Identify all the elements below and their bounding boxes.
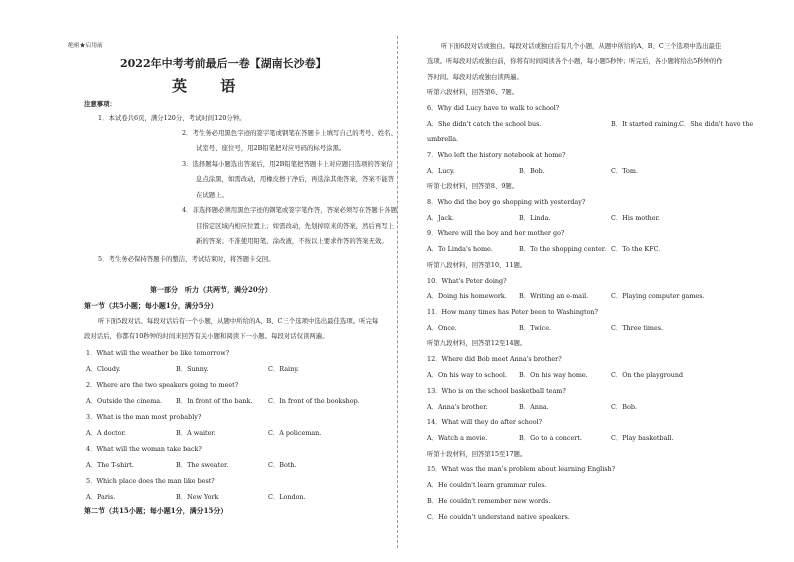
option: C．In front of the bookshop. bbox=[268, 397, 360, 405]
option: C．Three times. bbox=[611, 324, 664, 332]
option: C．A policeman. bbox=[268, 429, 322, 437]
option: A．Doing his homework. bbox=[427, 292, 507, 300]
note-line: 1．本试卷共6页，满分120分，考试时间120分钟。 bbox=[98, 114, 246, 122]
note-line: 在试题上。 bbox=[196, 191, 228, 199]
note-line: 2．考生务必用黑色字迹的签字笔或钢笔在答题卡上填写自己的考号、姓名、 bbox=[182, 129, 397, 137]
option: A．To Linda's home. bbox=[427, 245, 493, 253]
material-label: 听第八段材料，回答第10、11题。 bbox=[427, 261, 527, 269]
section-one-intro: 段对话后，你都有10秒钟的时间来回答有关小题和阅读下一小题。每段对话仅读两遍。 bbox=[84, 332, 329, 340]
question: 7．Who left the history notebook at home? bbox=[427, 151, 566, 159]
question: 14．What will they do after school? bbox=[427, 418, 543, 426]
question: 12．Where did Bob meet Anna's brother? bbox=[427, 355, 562, 363]
option: A．Once. bbox=[427, 324, 457, 332]
right-page bbox=[397, 0, 794, 562]
question: 8．Who did the boy go shopping with yesterday? bbox=[427, 198, 586, 206]
option: A．On his way to school. bbox=[427, 371, 507, 379]
note-line: 目指定区域内相应位置上；如需改动，先划掉原来的答案，然后再写上 bbox=[196, 222, 395, 230]
option: C．Tom. bbox=[611, 167, 638, 175]
option: B．New York bbox=[176, 493, 219, 501]
option: B．He couldn't remember new words. bbox=[427, 497, 551, 505]
option: B．Bob. bbox=[519, 167, 545, 175]
material-label: 听第六段材料，回答第6、7题。 bbox=[427, 88, 519, 96]
option: B．Sunny. bbox=[176, 365, 209, 373]
question: 3．What is the man most probably? bbox=[86, 413, 202, 421]
option: B．The sweater. bbox=[176, 461, 229, 469]
material-label: 听第九段材料，回答第12至14题。 bbox=[427, 339, 527, 347]
option: A．Jack. bbox=[427, 214, 454, 222]
section-two-heading: 第二节（共15小题；每小题1分，满分15分） bbox=[84, 506, 228, 515]
option-continued: umbrella. bbox=[427, 135, 459, 143]
option: B．On his way home. bbox=[519, 371, 588, 379]
note-line: 5．考生务必保持答题卡的整洁，考试结束时，将答题卡交回。 bbox=[98, 255, 275, 263]
question: 10．What's Peter doing? bbox=[427, 277, 507, 285]
option: C．She didn't have the bbox=[679, 120, 754, 128]
question: 15．What was the man's problem about learning English? bbox=[427, 465, 616, 473]
option: B．Writing an e-mail. bbox=[519, 292, 589, 300]
note-line: 息点涂黑，如需改动，用橡皮擦干净后，再选涂其他答案，答案不能答 bbox=[196, 175, 395, 183]
option: B．Go to a concert. bbox=[519, 434, 582, 442]
part-one-heading: 第一部分 听力（共两节，满分20分） bbox=[150, 285, 272, 294]
option: B．It started raining. bbox=[611, 120, 680, 128]
option: A．Cloudy. bbox=[86, 365, 121, 373]
option: B．Anna. bbox=[519, 403, 549, 411]
question: 11．How many times has Peter been to Washington? bbox=[427, 308, 598, 316]
question: 6．Why did Lucy have to walk to school? bbox=[427, 104, 560, 112]
material-label: 听第十段材料，回答第15至17题。 bbox=[427, 450, 527, 458]
section-one-heading: 第一节（共5小题；每小题1分，满分5分） bbox=[84, 301, 218, 310]
note-line: 4．非选择题必须用黑色字迹的钢笔或签字笔作答，答案必须写在答题卡各题 bbox=[182, 206, 397, 214]
question: 13．Who is on the school basketball team? bbox=[427, 387, 566, 395]
secret-label: 绝密★启用前 bbox=[68, 43, 103, 49]
option: A．Outside the cinema. bbox=[86, 397, 163, 405]
option: A．She didn't catch the school bus. bbox=[427, 120, 542, 128]
option: C．On the playground bbox=[611, 371, 684, 379]
section-one-intro: 听下面5段对话。每段对话后有一个小题，从题中所给的A、B、C三个选项中选出最佳选项。听完每 bbox=[98, 317, 379, 325]
option: C．Play basketball. bbox=[611, 434, 674, 442]
option: A．Paris. bbox=[86, 493, 116, 501]
question: 1．What will the weather be like tomorrow? bbox=[86, 349, 230, 357]
material-label: 听第七段材料，回答第8、9题。 bbox=[427, 182, 519, 190]
section-two-intro: 答时间。每段对话或独白读两遍。 bbox=[427, 73, 523, 81]
option: B．Twice. bbox=[519, 324, 552, 332]
question: 4．What will the woman take back? bbox=[86, 445, 202, 453]
subject-title: 英 语 bbox=[172, 77, 250, 95]
note-line: 新的答案；不准使用铅笔、涂改液，不按以上要求作答的答案无效。 bbox=[196, 237, 388, 245]
option: B．To the shopping center. bbox=[519, 245, 607, 253]
option: A．A doctor. bbox=[86, 429, 126, 437]
option: C．His mother. bbox=[611, 214, 660, 222]
option: C．Bob. bbox=[611, 403, 637, 411]
option: C．Playing computer games. bbox=[611, 292, 705, 300]
option: B．In front of the bank. bbox=[176, 397, 253, 405]
note-line: 3．选择题每小题选出答案后，用2B铅笔把答题卡上对应题目选项的答案信 bbox=[182, 160, 393, 168]
notes-heading: 注意事项： bbox=[84, 100, 116, 108]
option: A．Anna's brother. bbox=[427, 403, 488, 411]
option: B．A waiter. bbox=[176, 429, 216, 437]
option: A．The T-shirt. bbox=[86, 461, 134, 469]
option: A．He couldn't learn grammar rules. bbox=[427, 481, 547, 489]
note-line: 试室号、座位号，用2B铅笔把对应号码的标号涂黑。 bbox=[196, 144, 346, 152]
option: C．He couldn't understand native speakers. bbox=[427, 513, 570, 521]
option: B．Linda. bbox=[519, 214, 551, 222]
question: 2．Where are the two speakers going to meet? bbox=[86, 381, 239, 389]
section-two-intro: 选项。听每段对话或独白前，你将有时间阅读各个小题，每小题5秒钟；听完后，各小题将给出5秒钟的作 bbox=[427, 57, 723, 65]
option: C．Both. bbox=[268, 461, 297, 469]
section-two-intro: 听下面6段对话或独白。每段对话或独白后有几个小题，从题中所给的A、B、C三个选项中选出最佳 bbox=[441, 42, 722, 50]
exam-title: 2022年中考考前最后一卷【湖南长沙卷】 bbox=[120, 57, 327, 70]
question: 9．Where will the boy and her mother go? bbox=[427, 229, 565, 237]
option: A．Lucy. bbox=[427, 167, 455, 175]
question: 5．Which place does the man like best? bbox=[86, 477, 215, 485]
option: C．London. bbox=[268, 493, 306, 501]
option: C．To the KFC． bbox=[611, 245, 665, 253]
option: C．Rainy. bbox=[268, 365, 300, 373]
option: A．Watch a movie. bbox=[427, 434, 488, 442]
